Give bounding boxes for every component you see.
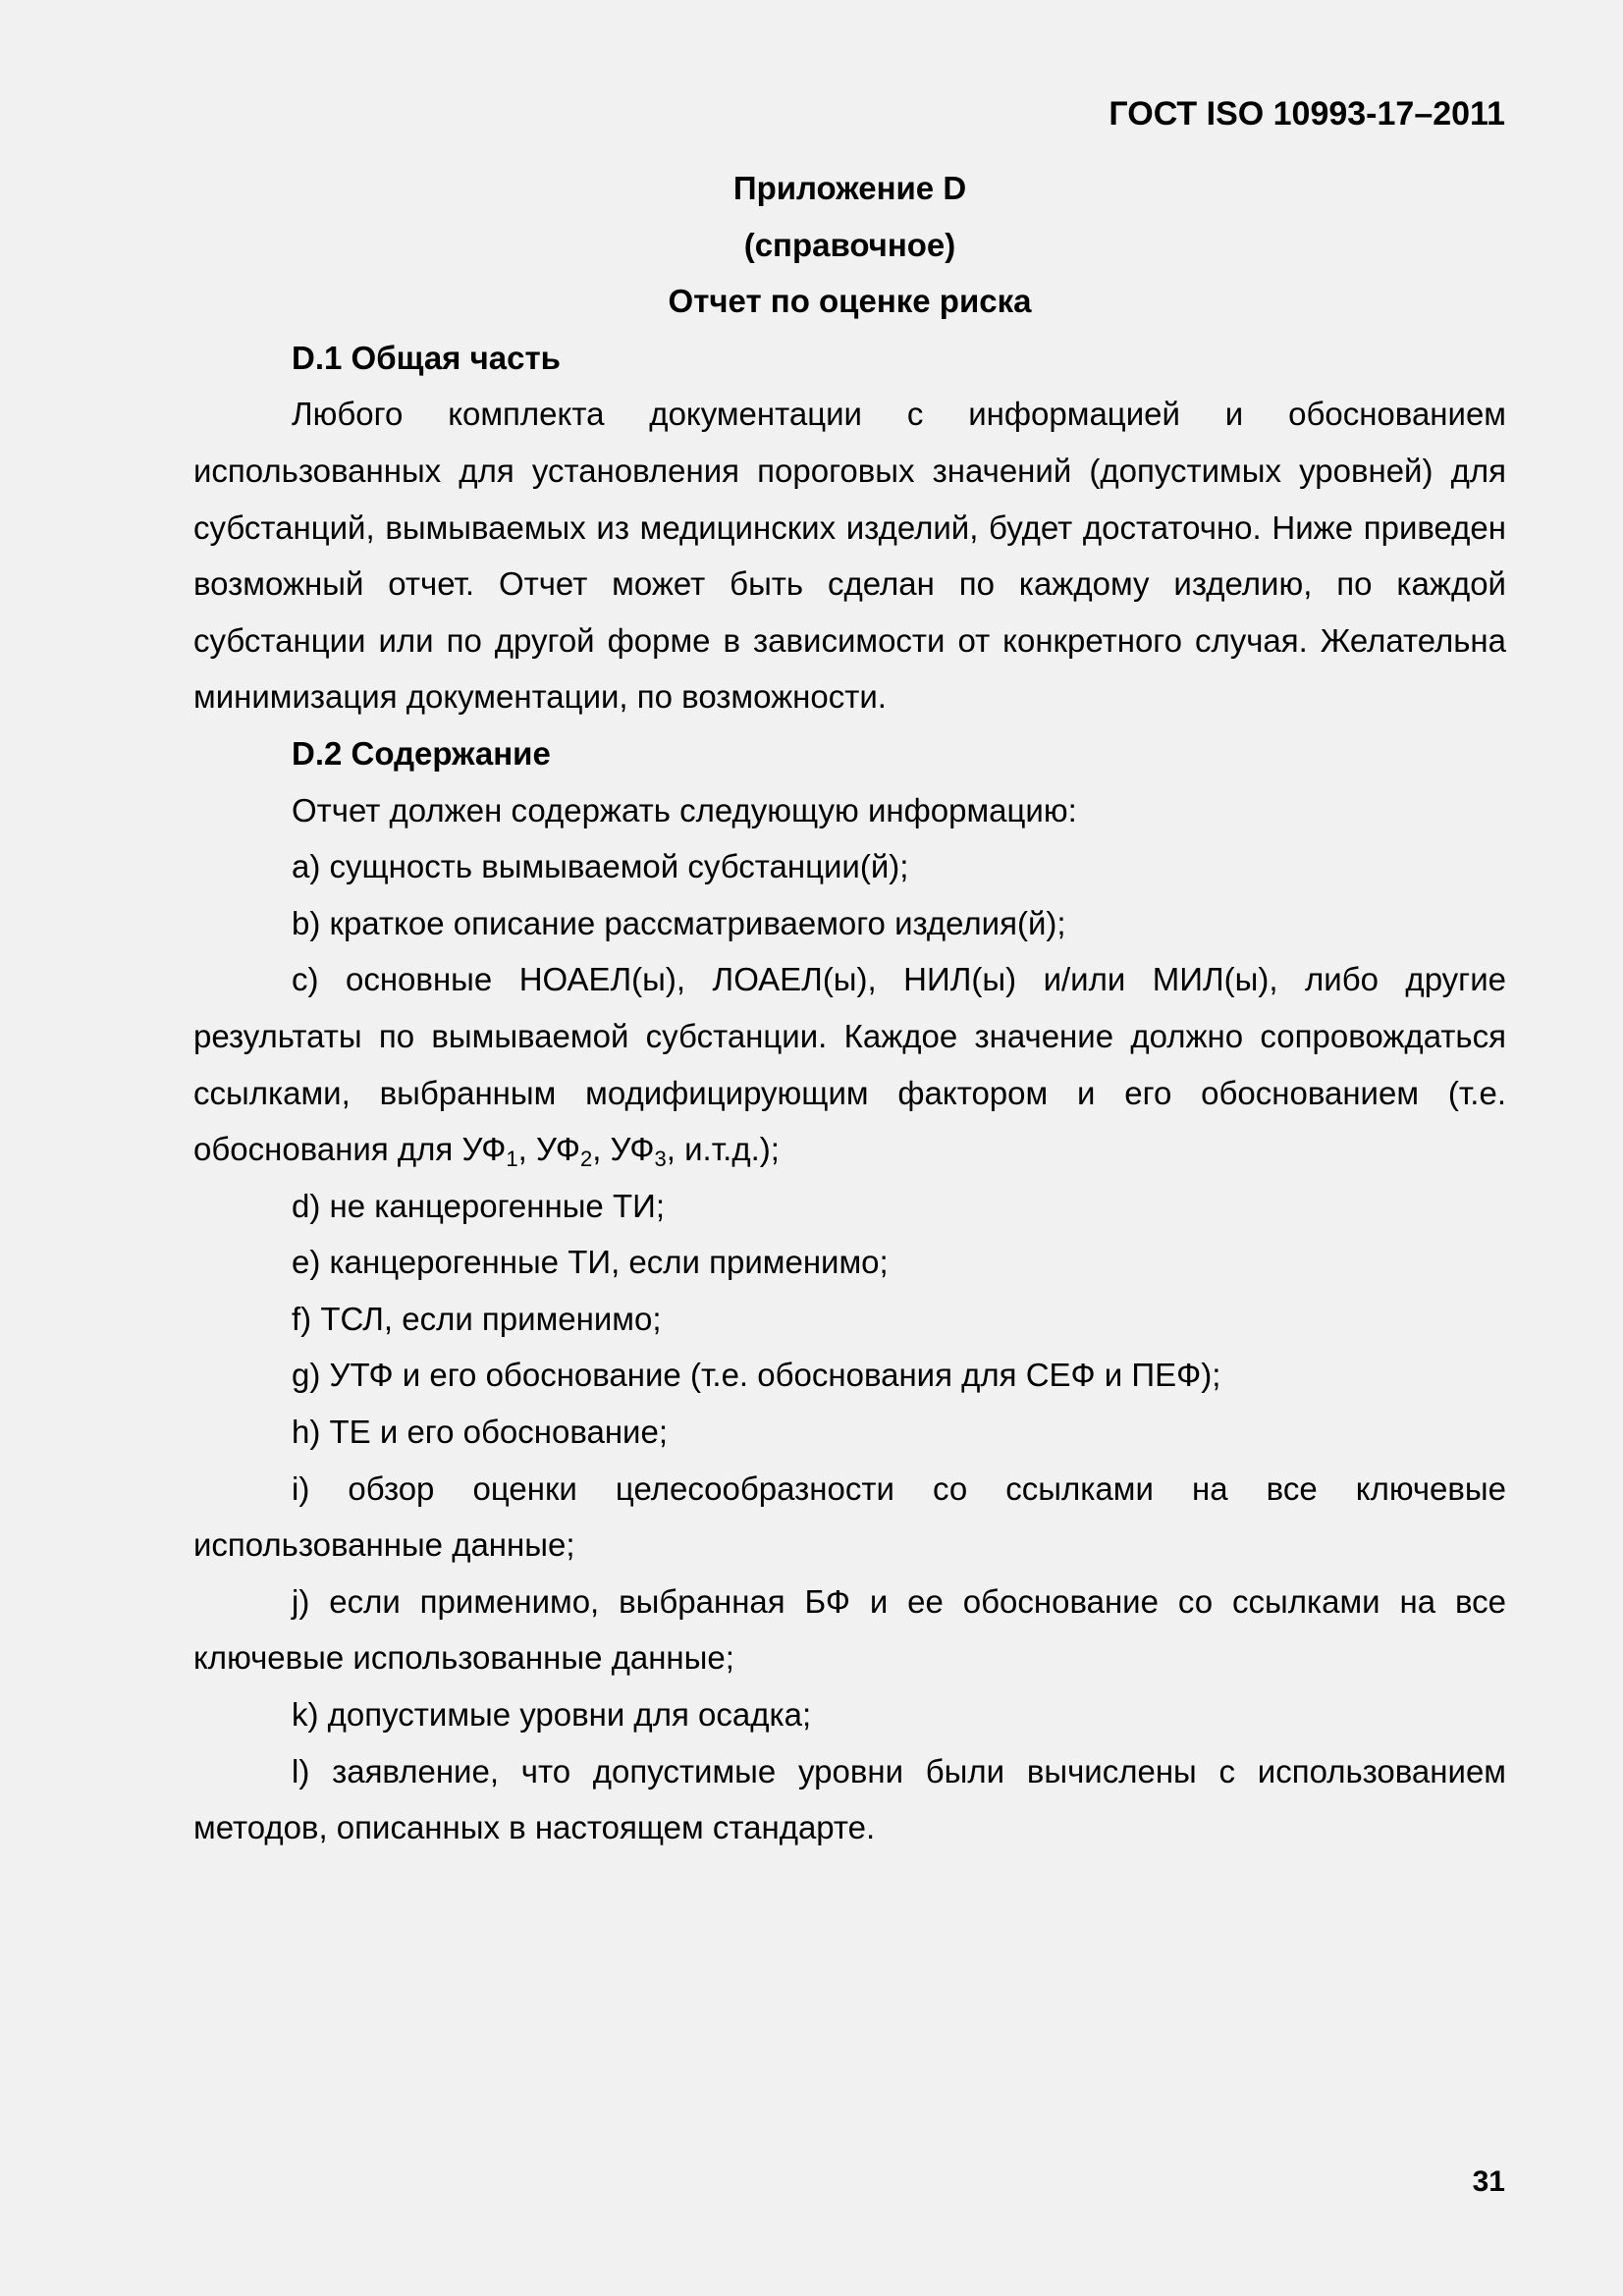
list-item-i: i) обзор оценки целесообразности со ссылками на все ключевые использованные данные; [193, 1469, 1506, 1564]
annex-status: (справочное) [743, 226, 956, 263]
list-item-c-separator-1: , УФ [517, 1131, 580, 1168]
uf-subscript-3: 3 [654, 1147, 667, 1172]
list-item-e: e) канцерогенные ТИ, если применимо; [292, 1244, 889, 1281]
list-item-g: g) УТФ и его обоснование (т.е. обоснования для СЕФ и ПЕФ); [292, 1357, 1221, 1394]
document-body [193, 160, 1506, 1856]
annex-subject: Отчет по оценке риска [668, 283, 1032, 320]
uf-subscript-2: 2 [579, 1147, 593, 1172]
annex-title: Приложение D [732, 170, 967, 206]
section-d2-intro: Отчет должен содержать следующую информацию: [292, 791, 1077, 828]
list-item-j: j) если применимо, выбранная БФ и ее обоснование со ссылками на все ключевые использованные данные; [193, 1582, 1506, 1677]
list-item-f: f) ТСЛ, если применимо; [292, 1300, 662, 1337]
list-item-c-end: , и.т.д.); [666, 1131, 780, 1168]
section-d1-paragraph: Любого комплекта документации с информацией и обоснованием использованных для установления пороговых значений (допустимых уровней) для субстанций, вымываемых из медицинских изделий, будет достаточно. Ниже приведен возможный отчет. Отчет может быть сделан по каждому изделию, по каждой субстанции или по другой форме в зависимости от конкретного случая. Желательна минимизация документации, по возможности. [193, 396, 1506, 716]
section-heading-d2: D.2 Содержание [292, 734, 551, 772]
list-item-d: d) не канцерогенные ТИ; [292, 1187, 665, 1224]
section-heading-d1: D.1 Общая часть [292, 339, 561, 376]
uf-subscript-1: 1 [506, 1147, 518, 1172]
list-item-a: а) сущность вымываемой субстанции(й); [292, 848, 909, 885]
list-item-k: k) допустимые уровни для осадка; [292, 1696, 812, 1734]
list-item-c [193, 951, 1506, 1177]
list-item-b: b) краткое описание рассматриваемого изделия(й); [292, 904, 1066, 941]
list-item-l: l) заявление, что допустимые уровни были вычислены с использованием методов, описанных в настоящем стандарте. [193, 1752, 1506, 1846]
list-item-h: h) ТЕ и его обоснование; [292, 1414, 669, 1451]
document-code: ГОСТ ISO 10993-17–2011 [1109, 95, 1505, 133]
list-item-c-separator-2: , УФ [592, 1131, 655, 1168]
list-item-c-text: c) основные НОАЕЛ(ы), ЛОАЕЛ(ы), НИЛ(ы) и/или МИЛ(ы), либо другие результаты по вымываемой субстанции. Каждое значение должно сопровождаться ссылками, выбранным модифицирующим фактором и его обоснованием (т.е. обоснования для УФ [193, 961, 1506, 1168]
page-number: 31 [1472, 2165, 1505, 2198]
